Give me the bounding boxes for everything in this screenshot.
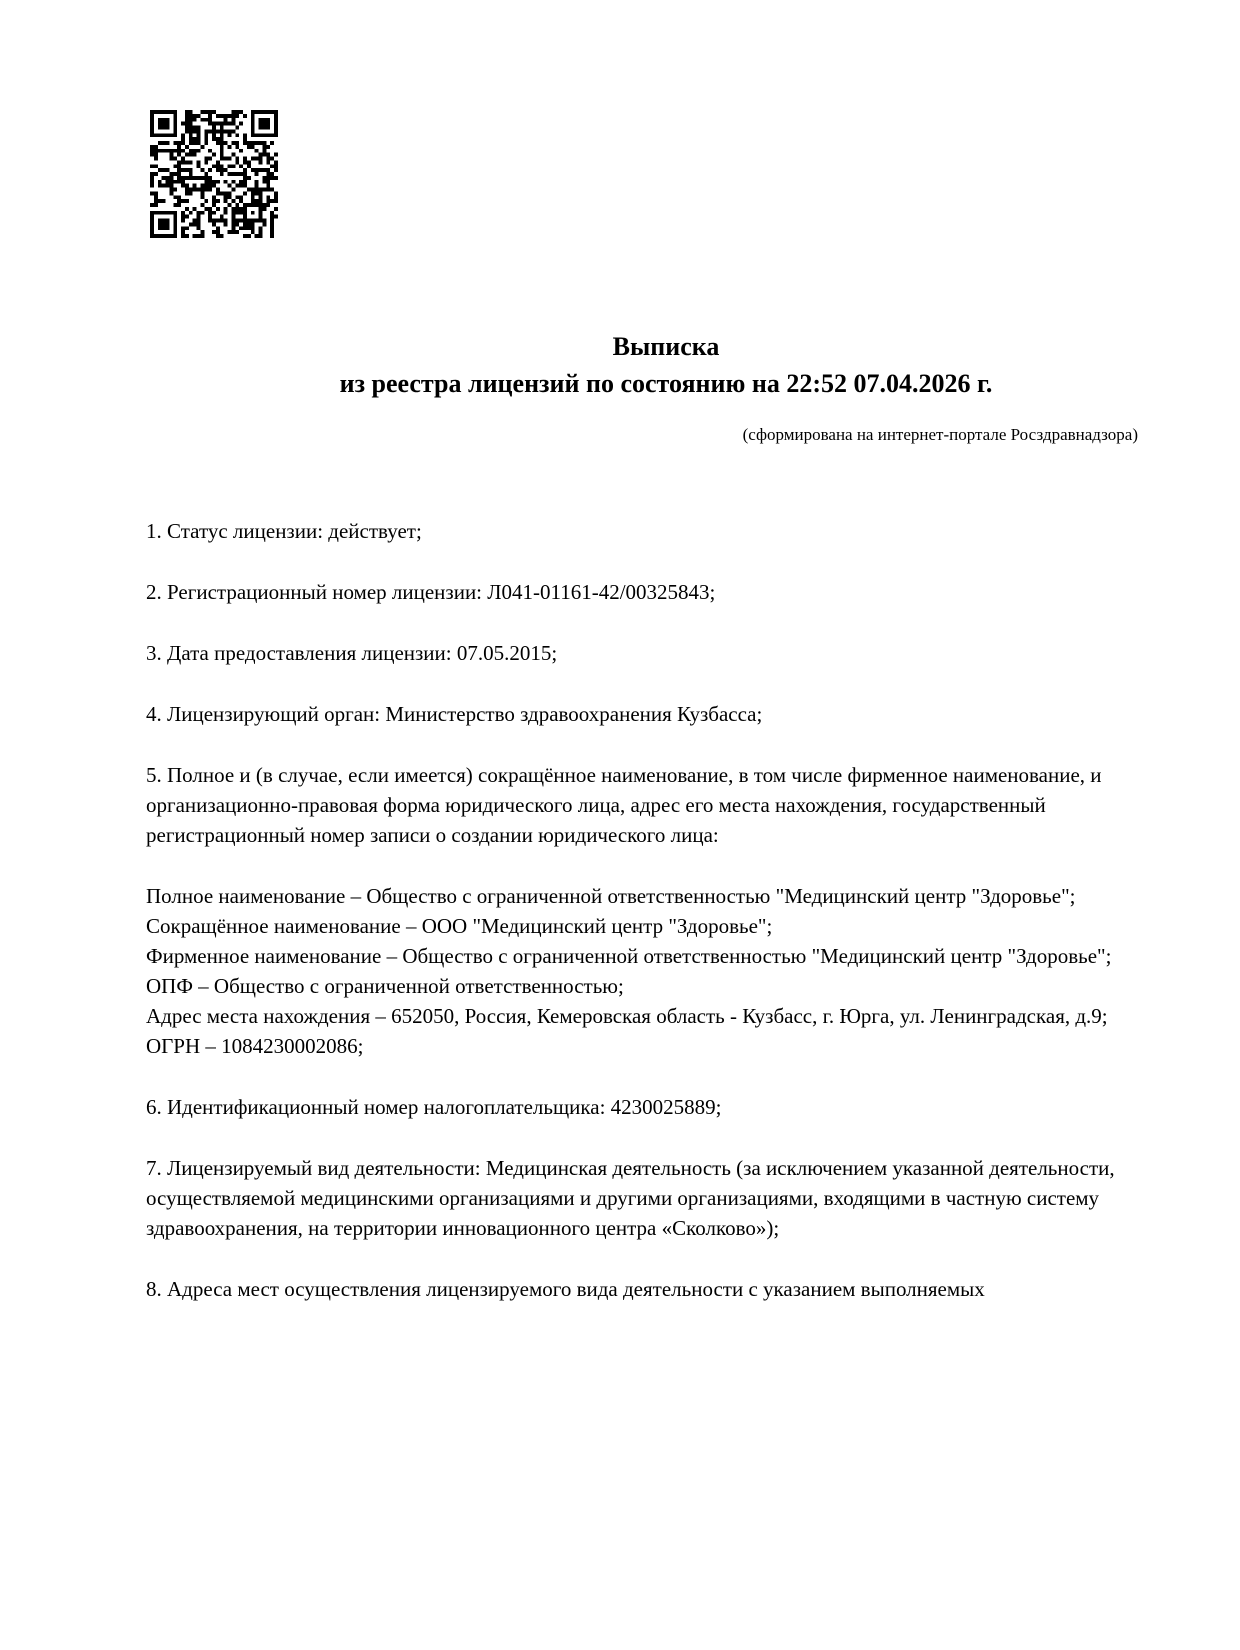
qr-code-icon bbox=[150, 110, 278, 238]
document-body bbox=[146, 516, 1138, 1304]
generation-note: (сформирована на интернет-портале Росздравнадзора) bbox=[742, 425, 1138, 444]
short-name-line: Сокращённое наименование – ООО "Медицинский центр "Здоровье"; bbox=[146, 914, 773, 938]
address-line: Адрес места нахождения – 652050, Россия, Кемеровская область - Кузбасс, г. Юрга, ул. Ленинградская, д.9; bbox=[146, 1004, 1108, 1028]
document-title bbox=[100, 328, 1232, 402]
brand-name-line: Фирменное наименование – Общество с ограниченной ответственностью "Медицинский центр "Здоровье"; bbox=[146, 944, 1112, 968]
item-7-licensed-activity: 7. Лицензируемый вид деятельности: Медицинская деятельность (за исключением указанной деятельности, осуществляемой медицинскими организациями и другими организациями, входящими в частную систему здравоохранения, на территории инновационного центра «Сколково»); bbox=[146, 1156, 1115, 1240]
full-name-line: Полное наименование – Общество с ограниченной ответственностью "Медицинский центр "Здоровье"; bbox=[146, 884, 1076, 908]
item-4-licensing-authority: 4. Лицензирующий орган: Министерство здравоохранения Кузбасса; bbox=[146, 702, 763, 726]
item-1-license-status: 1. Статус лицензии: действует; bbox=[146, 519, 422, 543]
title-line-2: из реестра лицензий по состоянию на 22:52 07.04.2026 г. bbox=[339, 369, 993, 398]
item-3-grant-date: 3. Дата предоставления лицензии: 07.05.2015; bbox=[146, 641, 558, 665]
ogrn-line: ОГРН – 1084230002086; bbox=[146, 1034, 364, 1058]
item-8-activity-addresses: 8. Адреса мест осуществления лицензируемого вида деятельности с указанием выполняемых bbox=[146, 1277, 985, 1301]
legal-form-line: ОПФ – Общество с ограниченной ответственностью; bbox=[146, 974, 624, 998]
item-6-taxpayer-number: 6. Идентификационный номер налогоплательщика: 4230025889; bbox=[146, 1095, 722, 1119]
item-5-names-intro: 5. Полное и (в случае, если имеется) сокращённое наименование, в том числе фирменное наименование, и организационно-правовая форма юридического лица, адрес его места нахождения, государственный регистрационный номер записи о создании юридического лица: bbox=[146, 763, 1102, 847]
item-5-details-block bbox=[146, 881, 1138, 1061]
title-line-1: Выписка bbox=[612, 332, 720, 361]
item-2-registration-number: 2. Регистрационный номер лицензии: Л041-01161-42/00325843; bbox=[146, 580, 716, 604]
